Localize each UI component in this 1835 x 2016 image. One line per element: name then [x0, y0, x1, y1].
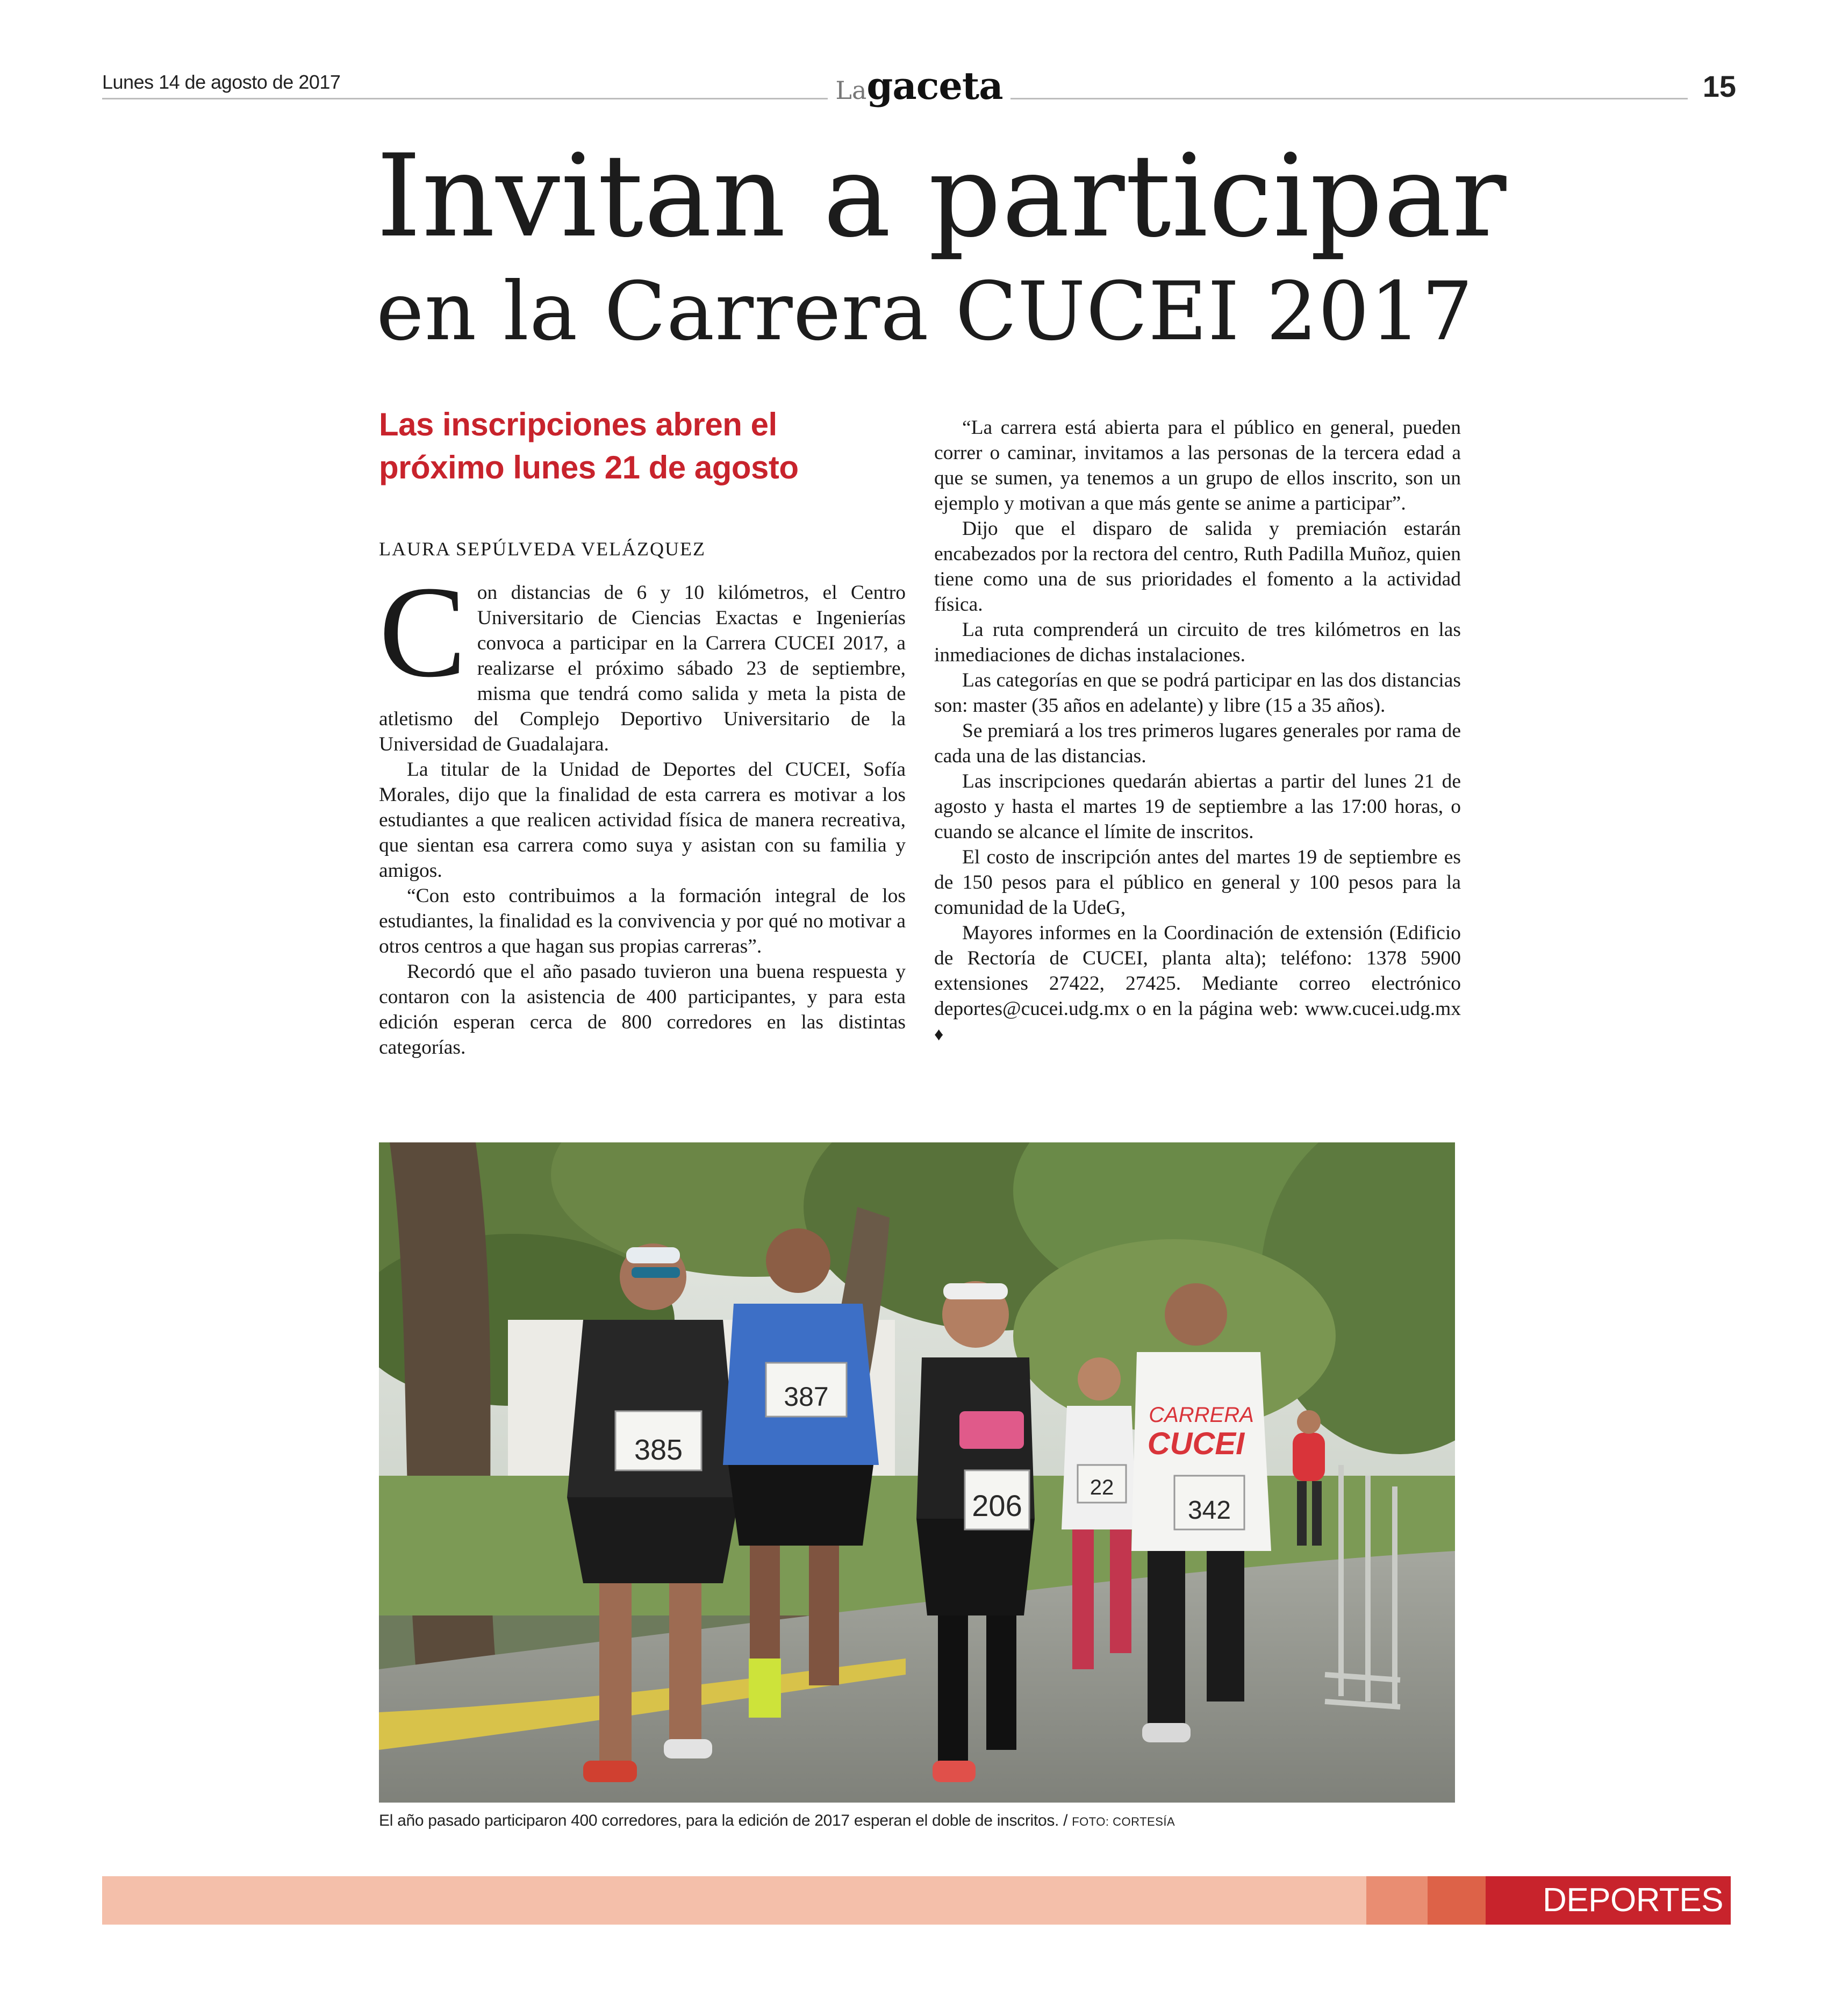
bib-number: 387	[784, 1382, 829, 1412]
title-line-1: Invitan a participar	[376, 130, 1507, 262]
body-paragraph	[934, 920, 1461, 1047]
bib-number: 342	[1187, 1496, 1231, 1525]
runners-photo-illustration	[379, 1142, 1455, 1803]
body-paragraph: Recordó que el año pasado tuvieron una buena respuesta y contaron con la asistencia de 400 participantes, y para esta edición esperan cerca de 800 corredores en las distintas categorías.	[379, 961, 906, 1059]
body-paragraph	[379, 559, 906, 757]
footer-band-accent	[1428, 1876, 1486, 1925]
masthead-la: La	[835, 76, 867, 105]
footer-band-accent	[1366, 1876, 1428, 1925]
bib-number: 206	[972, 1489, 1022, 1522]
bib-number: 385	[634, 1434, 683, 1466]
article-column-left	[379, 403, 906, 1060]
byline: LAURA SEPÚLVEDA VELÁZQUEZ	[379, 538, 706, 560]
article-title	[376, 130, 1507, 366]
issue-date: Lunes 14 de agosto de 2017	[102, 71, 341, 93]
article-column-right	[934, 415, 1461, 1047]
contact-paragraph-text: Mayores informes en la Coordinación de extensión (Edificio de Rectoría de CUCEI, planta alta); teléfono: 1378 5900 extensiones 27422, 27425. Mediante correo electrónico deportes@cucei.udg.mx o en la página web: www.cucei.udg.mx	[934, 922, 1461, 1020]
page-number: 15	[1702, 69, 1736, 103]
caption-text: El año pasado participaron 400 corredores, para la edición de 2017 esperan el doble de inscritos. /	[379, 1812, 1068, 1829]
article-subhead: Las inscripciones abren el próximo lunes 21 de agosto	[379, 406, 799, 485]
photo-caption	[379, 1812, 1455, 1830]
section-label: DEPORTES	[1486, 1876, 1731, 1925]
masthead-logo	[830, 63, 1008, 108]
shirt-text: CUCEI	[1147, 1426, 1245, 1461]
body-paragraph: “La carrera está abierta para el público en general, pueden correr o caminar, invitamos a las personas de la tercera edad a que se sumen, ya tenemos a un grupo de ellos inscrito, son un ejemplo y motivan a que más gente se anime a participar”.	[934, 417, 1461, 514]
body-paragraph: Se premiará a los tres primeros lugares generales por rama de cada una de las distancias.	[934, 720, 1461, 767]
footer-band	[102, 1876, 1366, 1925]
shirt-text: CARRERA	[1149, 1403, 1254, 1427]
body-paragraph: El costo de inscripción antes del martes 19 de septiembre es de 150 pesos para el público en general y 100 pesos para la comunidad de la UdeG,	[934, 846, 1461, 919]
body-paragraph: Dijo que el disparo de salida y premiación estarán encabezados por la rectora del centro, Ruth Padilla Muñoz, quien tiene como una de sus prioridades el fomento a la actividad física.	[934, 518, 1461, 616]
first-paragraph-text: on distancias de 6 y 10 kilómetros, el Centro Universitario de Ciencias Exactas e Ingenierías convoca a participar en la Carrera CUCEI 2017, a realizarse el próximo sábado 23 de septiembre, misma que tendrá como salida y meta la pista de atletismo del Complejo Deportivo Universitario de la Universidad de Guadalajara.	[379, 582, 906, 755]
body-paragraph: La titular de la Unidad de Deportes del CUCEI, Sofía Morales, dijo que la finalidad de esta carrera es motivar a los estudiantes a que realicen actividad física de manera recreativa, que sientan esa carrera como suya y asistan con su familia y amigos.	[379, 759, 906, 882]
end-of-article-icon: ♦	[934, 1025, 944, 1045]
body-paragraph: “Con esto contribuimos a la formación integral de los estudiantes, la finalidad es la convivencia y por qué no motivar a otros centros a que hagan sus propias carreras”.	[379, 885, 906, 957]
body-paragraph: Las inscripciones quedarán abiertas a partir del lunes 21 de agosto y hasta el martes 19 de septiembre a las 17:00 horas, o cuando se alcance el límite de inscritos.	[934, 770, 1461, 843]
photo-credit: FOTO: CORTESÍA	[1072, 1815, 1175, 1828]
body-paragraph: Las categorías en que se podrá participar en las dos distancias son: master (35 años en adelante) y libre (15 a 35 años).	[934, 669, 1461, 717]
article-photo	[379, 1142, 1455, 1803]
masthead-gaceta: gaceta	[866, 63, 1003, 108]
title-line-2: en la Carrera CUCEI 2017	[376, 265, 1474, 359]
header-rule-left	[102, 98, 828, 99]
body-paragraph: La ruta comprenderá un circuito de tres kilómetros en las inmediaciones de dichas instalaciones.	[934, 619, 1461, 666]
drop-cap: C	[379, 559, 467, 704]
bib-number: 22	[1089, 1476, 1114, 1499]
header-rule-right	[1010, 98, 1688, 99]
